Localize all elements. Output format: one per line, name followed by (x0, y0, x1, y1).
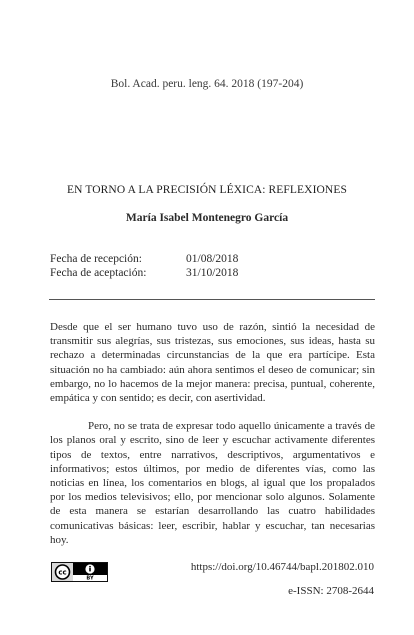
submission-dates (50, 252, 238, 280)
abstract-body (50, 320, 375, 547)
accepted-value: 31/10/2018 (186, 267, 239, 279)
body-paragraph-2: Pero, no se trata de expresar todo aquello únicamente a través de los planos oral y escrito, sino de leer y escuchar activamente diferentes tipos de textos, entre narrativos, descriptivos, argumentativos e informativos; estos últimos, por medio de diferentes vías, como las noticias en línea, los comentarios en blogs, al igual que los propalados por los medios televisivos; ello, por mencionar solo algunos. Solamente de esta manera se estarían desarrollando las cuatro habilidades comunicativas básicas: leer, escribir, hablar y escuchar, tan necesarias hoy. (50, 420, 375, 546)
license-badge-text: BY (86, 575, 94, 581)
received-date-row (50, 252, 238, 266)
issn-text: e-ISSN: 2708-2644 (288, 585, 374, 597)
doi-link[interactable]: https://doi.org/10.46744/bapl.201802.010 (190, 561, 374, 573)
accepted-label: Fecha de aceptación: (50, 267, 147, 279)
divider-rule (49, 299, 375, 300)
article-title: EN TORNO A LA PRECISIÓN LÉXICA: REFLEXIONES (67, 184, 347, 196)
received-value: 01/08/2018 (186, 253, 239, 265)
body-paragraph-1: Desde que el ser humano tuvo uso de razón, sintió la necesidad de transmitir sus alegrías, sus tristezas, sus emociones, sus ideas, hasta su rechazo a determinadas circunstancias de la que era partícipe. Esta situación no ha cambiado: aún ahora sentimos el deseo de comunicar; sin embargo, no lo hacemos de la mejor manera: precisa, puntual, coherente, empática y con sentido; es decir, con asertividad. (50, 321, 375, 405)
journal-reference: Bol. Acad. peru. leng. 64. 2018 (197-204) (110, 78, 304, 90)
creative-commons-by-icon[interactable] (51, 562, 108, 582)
accepted-date-row (50, 266, 238, 280)
received-label: Fecha de recepción: (50, 253, 142, 265)
author-name: María Isabel Montenegro García (125, 212, 289, 224)
svg-text:cc: cc (58, 568, 67, 577)
